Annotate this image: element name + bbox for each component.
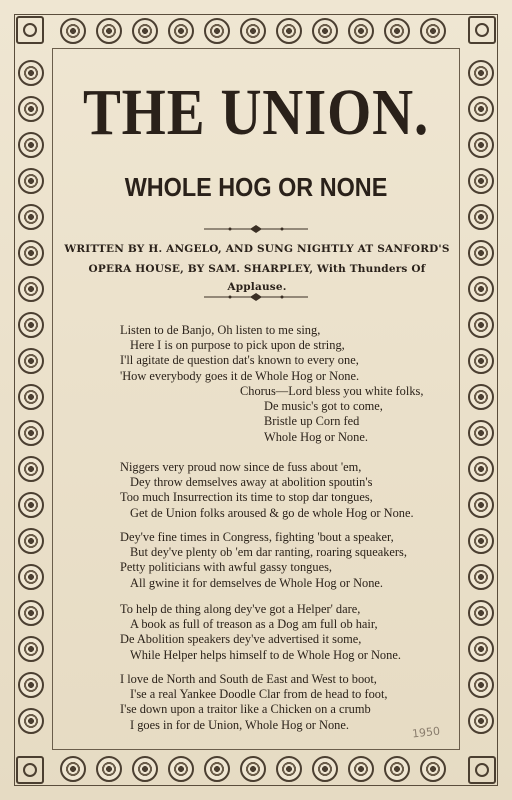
verse-line: Too much Insurrection its time to stop dar tongues, [120,490,373,505]
rosette-ornament-icon [60,756,86,782]
verse-line: 'How everybody goes it de Whole Hog or None. [120,368,360,383]
rosette-ornament-icon [468,240,494,266]
rosette-ornament-icon [18,492,44,518]
rosette-ornament-icon [468,708,494,734]
verse-2 [120,460,414,521]
rosette-ornament-icon [18,384,44,410]
rosette-ornament-icon [60,18,86,44]
rosette-ornament-icon [18,672,44,698]
verse-line: Petty politicians with awful gassy tongues, [120,560,332,575]
rosette-ornament-icon [468,204,494,230]
rosette-ornament-icon [312,756,338,782]
verse-line: Listen to de Banjo, Oh listen to me sing, [120,323,321,337]
corner-ornament-icon [16,16,44,44]
chorus-line: Whole Hog or None. [264,429,368,444]
divider-ornament-icon [200,224,312,234]
rosette-ornament-icon [468,456,494,482]
rosette-ornament-icon [18,312,44,338]
verse-line: Dey've fine times in Congress, fighting 'bout a speaker, [120,530,394,544]
verse-line: All gwine it for demselves de Whole Hog or None. [130,575,384,590]
verse-1 [120,323,359,384]
rosette-ornament-icon [18,564,44,590]
rosette-ornament-icon [18,708,44,734]
verse-line: Get de Union folks aroused & go de whole Hog or None. [130,505,414,520]
verse-line: While Helper helps himself to de Whole Hog or None. [130,647,401,662]
rosette-ornament-icon [384,756,410,782]
rosette-ornament-icon [18,456,44,482]
verse-line: I'se down upon a traitor like a Chicken on a crumb [120,702,371,717]
chorus-line: Chorus—Lord bless you white folks, [240,384,424,398]
rosette-ornament-icon [96,18,122,44]
rosette-ornament-icon [468,276,494,302]
divider-ornament-icon [200,292,312,302]
rosette-ornament-icon [468,636,494,662]
rosette-ornament-icon [384,18,410,44]
chorus-line: De music's got to come, [264,399,383,414]
rosette-ornament-icon [168,18,194,44]
rosette-ornament-icon [468,672,494,698]
verse-line: Dey throw demselves away at abolition spoutin's [130,475,373,490]
rosette-ornament-icon [468,420,494,446]
rosette-ornament-icon [312,18,338,44]
chorus [240,384,423,445]
rosette-ornament-icon [468,384,494,410]
page-subtitle: WHOLE HOG OR NONE [124,172,388,202]
rosette-ornament-icon [468,600,494,626]
rosette-ornament-icon [18,528,44,554]
verse-line: I'se a real Yankee Doodle Clar from de head to foot, [130,687,388,702]
verse-line: To help de thing along dey've got a Helper' dare, [120,602,361,616]
rosette-ornament-icon [468,564,494,590]
rosette-ornament-icon [18,636,44,662]
rosette-ornament-icon [276,756,302,782]
verse-4 [120,602,401,663]
rosette-ornament-icon [348,756,374,782]
rosette-ornament-icon [18,600,44,626]
rosette-ornament-icon [18,348,44,374]
rosette-ornament-icon [18,420,44,446]
rosette-ornament-icon [132,756,158,782]
verse-5 [120,672,388,733]
corner-ornament-icon [16,756,44,784]
rosette-ornament-icon [468,312,494,338]
rosette-ornament-icon [420,18,446,44]
rosette-ornament-icon [420,756,446,782]
verse-line: But dey've plenty ob 'em dar ranting, roaring squeakers, [130,545,407,560]
rosette-ornament-icon [132,18,158,44]
rosette-ornament-icon [240,756,266,782]
verse-line: I love de North and South de East and West to boot, [120,672,377,686]
chorus-line: Bristle up Corn fed [264,414,360,429]
credit-line-1: WRITTEN BY H. ANGELO, AND SUNG NIGHTLY AT SANFORD'S [64,243,450,255]
credit-line-2: OPERA HOUSE, BY SAM. SHARPLEY, With Thunders Of Applause. [88,263,426,293]
verse-line: I goes in for de Union, Whole Hog or None. [130,717,349,732]
rosette-ornament-icon [240,18,266,44]
pencil-annotation: 1950 [411,724,441,741]
rosette-ornament-icon [204,756,230,782]
verse-line: Here I is on purpose to pick upon de string, [130,338,345,353]
corner-ornament-icon [468,756,496,784]
rosette-ornament-icon [18,204,44,230]
verse-3 [120,530,407,591]
rosette-ornament-icon [204,18,230,44]
verse-line: De Abolition speakers dey've advertised it some, [120,632,362,647]
rosette-ornament-icon [468,492,494,518]
rosette-ornament-icon [96,756,122,782]
rosette-ornament-icon [18,240,44,266]
rosette-ornament-icon [276,18,302,44]
rosette-ornament-icon [468,528,494,554]
corner-ornament-icon [468,16,496,44]
verse-line: A book as full of treason as a Dog am full ob hair, [130,617,378,632]
rosette-ornament-icon [468,348,494,374]
verse-line: Niggers very proud now since de fuss about 'em, [120,460,362,474]
rosette-ornament-icon [348,18,374,44]
rosette-ornament-icon [168,756,194,782]
rosette-ornament-icon [18,276,44,302]
page-title: THE UNION. [82,76,430,149]
verse-line: I'll agitate de question dat's known to every one, [120,353,359,368]
